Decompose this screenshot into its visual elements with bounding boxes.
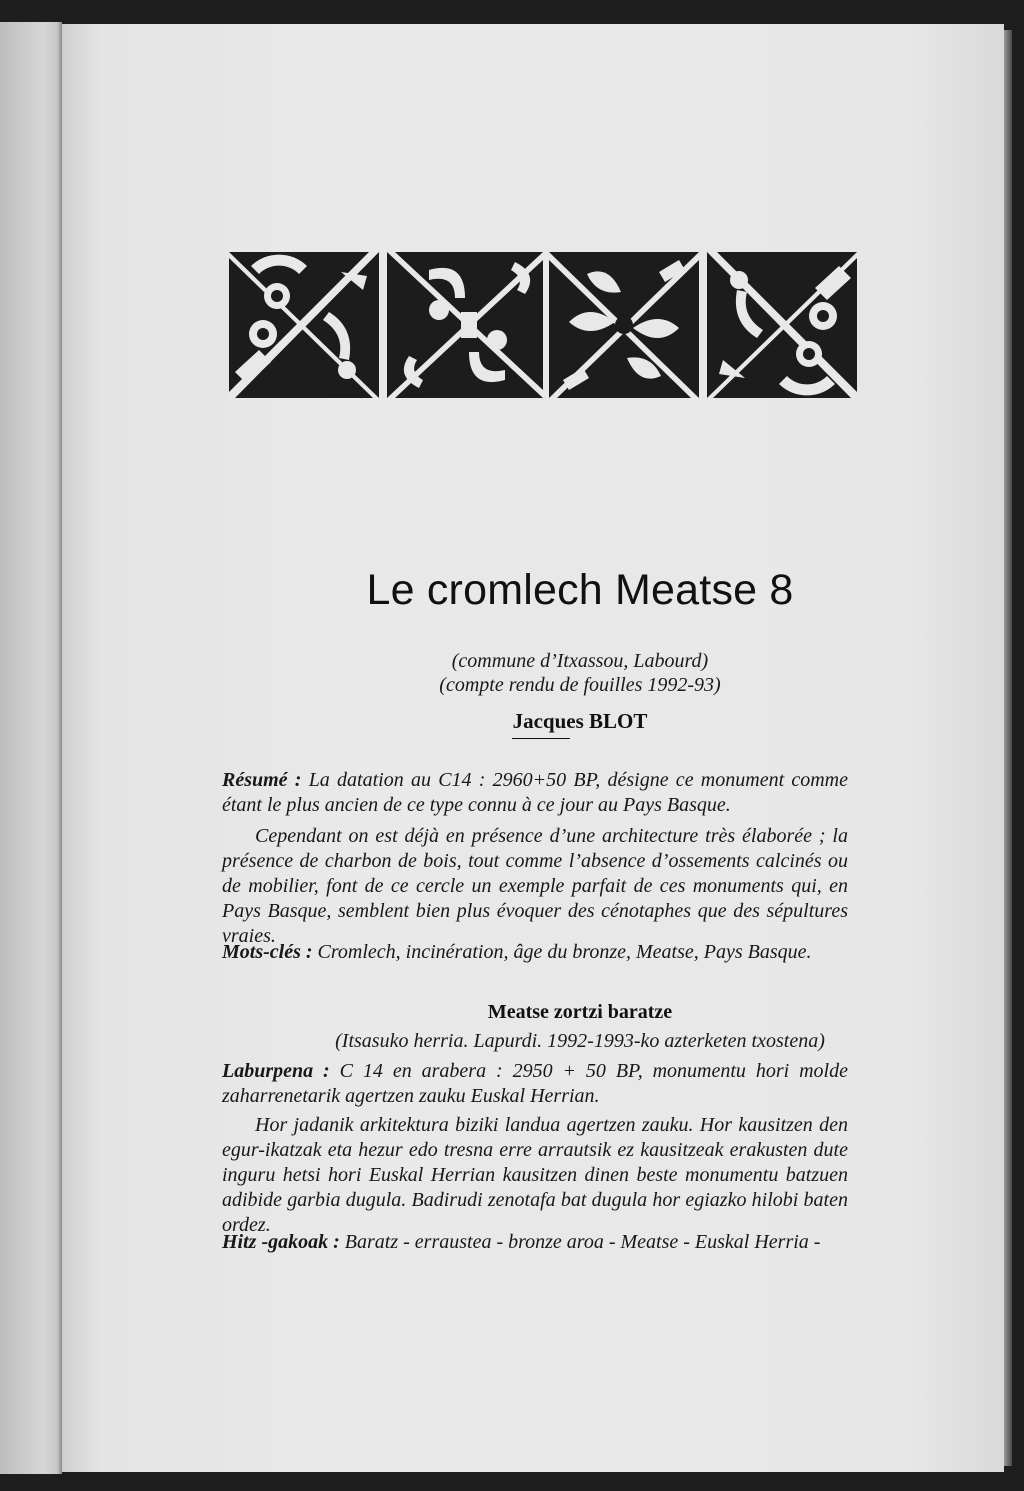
summary-text: C 14 en arabera : 2950 + 50 BP, monumentu hori molde zaharrenetarik agertzen zauku Euskal Herrian. — [222, 1060, 848, 1107]
summary-label: Laburpena : — [222, 1060, 330, 1082]
hitz-gakoak-label: Hitz -gakoak : — [222, 1231, 340, 1253]
resume-text: La datation au C14 : 2960+50 BP, désigne ce monument comme étant le plus ancien de ce type connu à ce jour au Pays Basque. — [222, 769, 848, 816]
decorative-ornament-band — [229, 252, 857, 398]
author-underline — [512, 738, 570, 739]
facing-page-edge — [0, 22, 62, 1474]
french-keywords — [222, 940, 848, 965]
page-edge-shadow — [1004, 30, 1012, 1466]
author-name: Jacques BLOT — [512, 709, 648, 733]
basque-keywords — [222, 1230, 848, 1255]
location-line: (commune d’Itxassou, Labourd) — [451, 650, 709, 672]
hitz-gakoak-text: Baratz - erraustea - bronze aroa - Meatse - Euskal Herria - — [339, 1231, 821, 1253]
basque-summary — [222, 1059, 848, 1109]
basque-heading: Meatse zortzi baratze — [487, 1001, 673, 1023]
keywords-text: Cromlech, incinération, âge du bronze, Meatse, Pays Basque. — [312, 941, 812, 963]
basque-paragraph-2: Hor jadanik arkitektura biziki landua agertzen zauku. Hor kausitzen den egur-ikatzak eta hezur edo tresna erre arrautsik ez kausitzeak erakusten dute inguru hetsi hori Euskal Herrian kausitzen dinen beste monumentu batzuen adibide garbia dugula. Badirudi zenotafa bat dugula hor egiazko hilobi baten ordez. — [222, 1114, 848, 1236]
resume-label: Résumé : — [222, 769, 302, 791]
article-title: Le cromlech Meatse 8 — [366, 566, 794, 614]
french-paragraph-2: Cependant on est déjà en présence d’une architecture très élaborée ; la présence de charbon de bois, tout comme l’absence d’ossements calcinés ou de mobilier, font de ce cercle un exemple parfait de ces monuments qui, en Pays Basque, semblent bien plus évoquer des cénotaphes que des sépultures vraies. — [222, 825, 848, 947]
basque-subtitle: (Itsasuko herria. Lapurdi. 1992-1993-ko azterketen txostena) — [335, 1030, 825, 1052]
report-line: (compte rendu de fouilles 1992-93) — [439, 674, 721, 696]
keywords-label: Mots-clés : — [222, 941, 313, 963]
french-abstract — [222, 768, 848, 818]
